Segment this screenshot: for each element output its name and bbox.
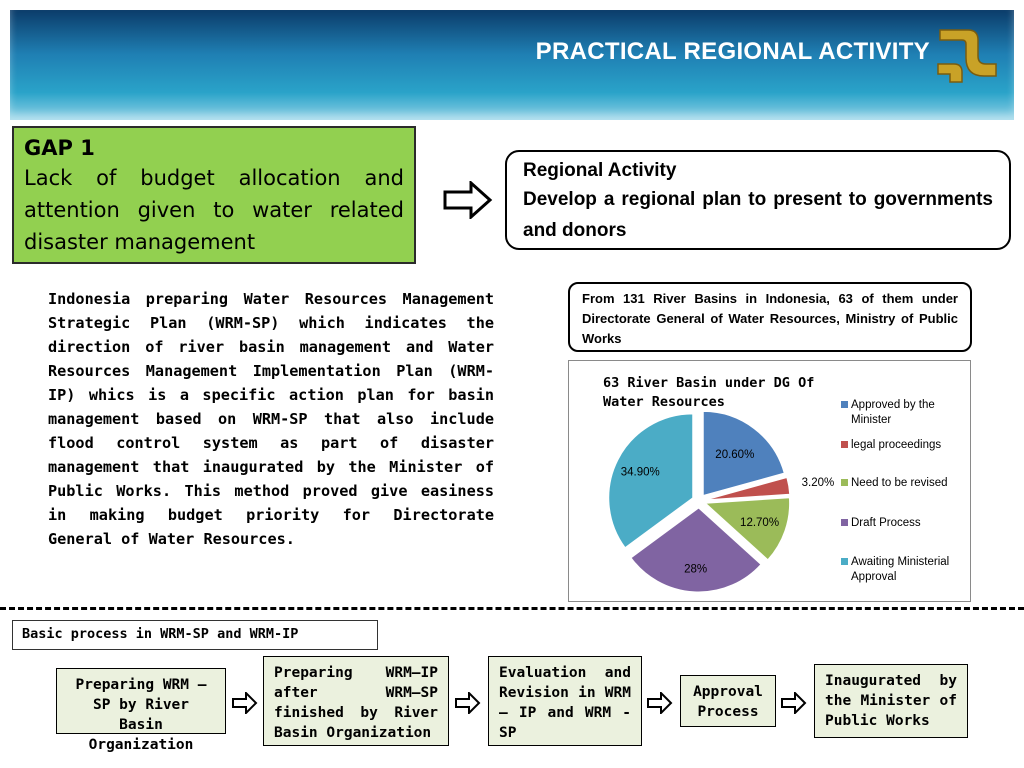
pie-data-label-1: 20.60% xyxy=(715,449,755,462)
process-step-1: Preparing WRM – SP by River Basin Organization xyxy=(56,668,226,734)
pie-data-label-5: 34.90% xyxy=(620,466,660,479)
pie-data-label-3: 12.70% xyxy=(740,517,780,530)
arrow-right-outline-icon xyxy=(647,692,673,714)
regional-activity-box xyxy=(505,150,1011,250)
legend-label: legal proceedings xyxy=(851,439,942,451)
arrow-right-outline-icon xyxy=(781,692,807,714)
legend-swatch xyxy=(841,519,848,526)
pie-chart-box xyxy=(568,360,971,602)
pie-data-label-4: 28% xyxy=(684,563,708,576)
process-step-4: Approval Process xyxy=(680,675,776,727)
legend-swatch xyxy=(841,558,848,565)
gap-title: GAP 1 xyxy=(24,136,95,160)
pie-chart xyxy=(569,361,839,601)
arrow-right-outline-icon xyxy=(232,692,258,714)
legend-label: Awaiting Ministerial Approval xyxy=(851,556,950,583)
legend-label: Need to be revised xyxy=(851,477,948,489)
gap-text: Lack of budget allocation and attention given to water related disaster management xyxy=(24,166,404,254)
process-step-3: Evaluation and Revision in WRM – IP and WRM - SP xyxy=(488,656,642,746)
gap-box xyxy=(12,126,416,264)
chart-title: 63 River Basin under DG Of Water Resources xyxy=(603,375,815,410)
legend-swatch xyxy=(841,441,848,448)
main-paragraph: Indonesia preparing Water Resources Management Strategic Plan (WRM-SP) which indicates the direction of river basin management and Water Resources Management Implementation Plan (WRM-IP) whics is a specific action plan for basin management based on WRM-SP that also include flood control system as part of disaster management that inaugurated by the Minister of Public Works. This method proved give easiness in making budget priority for Directorate General of Water Resources. xyxy=(48,290,494,548)
page-title: PRACTICAL REGIONAL ACTIVITY xyxy=(535,38,930,65)
pie-data-label-2: 3.20% xyxy=(801,476,835,489)
arrow-right-outline-icon xyxy=(443,181,493,219)
river-basin-info-box: From 131 River Basins in Indonesia, 63 of them under Directorate General of Water Resources, Ministry of Public Works xyxy=(568,282,972,352)
regional-activity-title: Regional Activity xyxy=(523,160,677,181)
legend-swatch xyxy=(841,479,848,486)
legend-swatch xyxy=(841,401,848,408)
dashed-divider xyxy=(0,607,1024,610)
legend-label: Draft Process xyxy=(851,517,921,529)
arrow-right-outline-icon xyxy=(455,692,481,714)
process-step-5: Inaugurated by the Minister of Public Works xyxy=(814,664,968,738)
ministry-logo-icon xyxy=(934,20,1000,92)
legend-label: Approved by the Minister xyxy=(851,399,935,426)
process-step-2: Preparing WRM–IP after WRM–SP finished by River Basin Organization xyxy=(263,656,449,746)
process-label: Basic process in WRM-SP and WRM-IP xyxy=(12,620,378,650)
regional-activity-text: Develop a regional plan to present to governments and donors xyxy=(523,189,993,241)
